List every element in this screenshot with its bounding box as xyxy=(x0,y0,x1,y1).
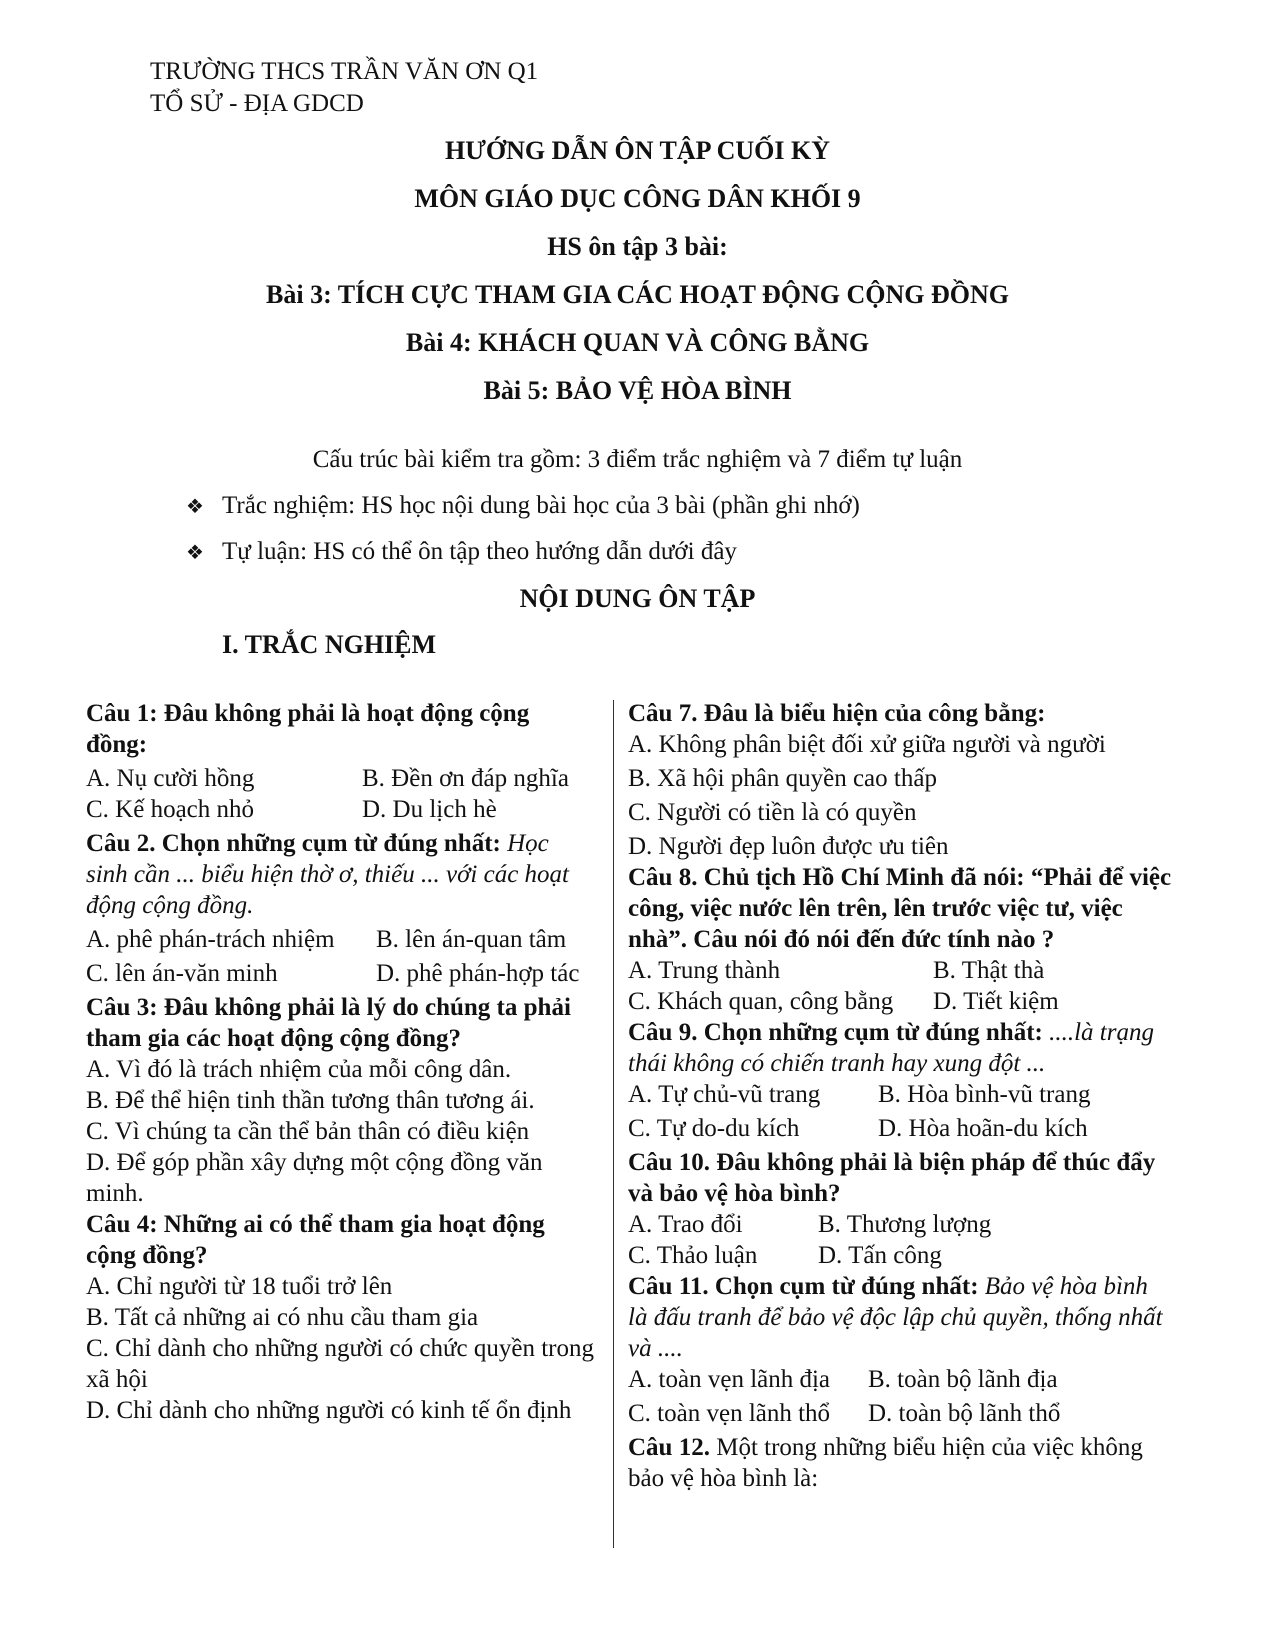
question-11-options-row2 xyxy=(628,1398,1173,1429)
option-d: D. Tiết kiệm xyxy=(933,988,1059,1015)
question-4-option-c: C. Chỉ dành cho những người có chức quyền trong xã hội xyxy=(86,1335,594,1393)
option-c: C. toàn vẹn lãnh thổ xyxy=(628,1400,831,1427)
doc-title: HƯỚNG DẪN ÔN TẬP CUỐI KỲ xyxy=(445,136,830,165)
section-multiple-choice: I. TRẮC NGHIỆM xyxy=(222,630,437,659)
option-a: A. toàn vẹn lãnh địa xyxy=(628,1366,831,1393)
question-4: Câu 4: Những ai có thể tham gia hoạt động cộng đồng? xyxy=(86,1211,545,1269)
question-9-italic: ....là trạng thái không có chiến tranh hay xung đột ... xyxy=(628,1019,1154,1077)
bullet-multiple-choice xyxy=(186,492,860,520)
left-column xyxy=(86,698,596,1426)
question-10-options-row2 xyxy=(628,1240,1173,1271)
bullet-text: Trắc nghiệm: HS học nội dung bài học của 3 bài (phần ghi nhớ) xyxy=(222,492,860,519)
option-d: D. phê phán-hợp tác xyxy=(376,960,580,987)
option-d: D. Tấn công xyxy=(818,1242,942,1269)
option-c: C. Khách quan, công bằng xyxy=(628,988,894,1015)
lesson-3-title: Bài 3: TÍCH CỰC THAM GIA CÁC HOẠT ĐỘNG CỘNG ĐỒNG xyxy=(266,280,1009,309)
question-7-option-d: D. Người đẹp luôn được ưu tiên xyxy=(628,833,949,860)
question-2-options-row2 xyxy=(86,958,596,989)
option-d: D. toàn bộ lãnh thổ xyxy=(868,1400,1061,1427)
option-a: A. phê phán-trách nhiệm xyxy=(86,926,335,953)
question-3: Câu 3: Đâu không phải là lý do chúng ta phải tham gia các hoạt động cộng đồng? xyxy=(86,994,571,1052)
question-1-options-row2 xyxy=(86,794,596,825)
question-9-options-row2 xyxy=(628,1113,1173,1144)
diamond-bullet-icon: ❖ xyxy=(186,542,204,564)
option-d: D. Du lịch hè xyxy=(362,796,497,823)
question-11: Câu 11. Chọn cụm từ đúng nhất: Bảo vệ hòa bình là đấu tranh để bảo vệ độc lập chủ quyền, thống nhất và .... xyxy=(628,1273,1163,1362)
department-name: TỔ SỬ - ĐỊA GDCD xyxy=(150,90,364,117)
question-4-option-a: A. Chỉ người từ 18 tuổi trở lên xyxy=(86,1273,393,1300)
question-3-option-c: C. Vì chúng ta cần thể bản thân có điều kiện xyxy=(86,1118,530,1145)
question-1: Câu 1: Đâu không phải là hoạt động cộng đồng: xyxy=(86,700,530,758)
question-3-option-a: A. Vì đó là trách nhiệm của mỗi công dân. xyxy=(86,1056,512,1083)
question-4-option-d: D. Chỉ dành cho những người có kinh tế ổn định xyxy=(86,1397,572,1424)
option-a: A. Trao đổi xyxy=(628,1211,743,1238)
school-header xyxy=(150,56,538,120)
lesson-4-title: Bài 4: KHÁCH QUAN VÀ CÔNG BẰNG xyxy=(405,328,870,357)
question-10: Câu 10. Đâu không phải là biện pháp để thúc đẩy và bảo vệ hòa bình? xyxy=(628,1149,1156,1207)
question-1-options-row1 xyxy=(86,763,596,794)
question-3-option-b: B. Để thể hiện tinh thần tương thân tương ái. xyxy=(86,1087,535,1114)
option-b: B. lên án-quan tâm xyxy=(376,926,567,953)
option-b: B. Hòa bình-vũ trang xyxy=(878,1081,1091,1108)
diamond-bullet-icon: ❖ xyxy=(186,496,204,518)
question-12: Câu 12. Một trong những biểu hiện của việc không bảo vệ hòa bình là: xyxy=(628,1434,1143,1492)
option-c: C. Kế hoạch nhỏ xyxy=(86,796,255,823)
option-c: C. lên án-văn minh xyxy=(86,960,278,987)
question-4-option-b: B. Tất cả những ai có nhu cầu tham gia xyxy=(86,1304,479,1331)
question-8-options-row1 xyxy=(628,955,1173,986)
option-b: B. Thật thà xyxy=(933,957,1045,984)
option-a: A. Nụ cười hồng xyxy=(86,765,255,792)
right-column xyxy=(628,698,1173,1494)
question-2: Câu 2. Chọn những cụm từ đúng nhất: Học sinh cần ... biểu hiện thờ ơ, thiếu ... với các hoạt động cộng đồng. xyxy=(86,830,569,919)
question-7-option-c: C. Người có tiền là có quyền xyxy=(628,799,917,826)
question-9: Câu 9. Chọn những cụm từ đúng nhất: ....là trạng thái không có chiến tranh hay xung đột ... xyxy=(628,1019,1154,1077)
question-3-option-d: D. Để góp phần xây dựng một cộng đồng văn minh. xyxy=(86,1149,543,1207)
option-a: A. Tự chủ-vũ trang xyxy=(628,1081,821,1108)
content-heading: NỘI DUNG ÔN TẬP xyxy=(519,584,756,613)
school-name: TRƯỜNG THCS TRẦN VĂN ƠN Q1 xyxy=(150,58,539,85)
option-d: D. Hòa hoãn-du kích xyxy=(878,1115,1088,1142)
exam-structure: Cấu trúc bài kiểm tra gồm: 3 điểm trắc nghiệm và 7 điểm tự luận xyxy=(312,446,963,473)
question-8-options-row2 xyxy=(628,986,1173,1017)
bullet-essay xyxy=(186,538,737,566)
question-10-options-row1 xyxy=(628,1209,1173,1240)
option-c: C. Tự do-du kích xyxy=(628,1115,800,1142)
option-a: A. Trung thành xyxy=(628,957,781,984)
question-7-option-b: B. Xã hội phân quyền cao thấp xyxy=(628,765,937,792)
question-11-options-row1 xyxy=(628,1364,1173,1395)
option-b: B. Thương lượng xyxy=(818,1211,992,1238)
lesson-5-title: Bài 5: BẢO VỆ HÒA BÌNH xyxy=(483,376,792,405)
bullet-text: Tự luận: HS có thể ôn tập theo hướng dẫn dưới đây xyxy=(222,538,737,565)
question-2-italic: Học sinh cần ... biểu hiện thờ ơ, thiếu ... với các hoạt động cộng đồng. xyxy=(86,830,569,919)
option-c: C. Thảo luận xyxy=(628,1242,758,1269)
doc-subject: MÔN GIÁO DỤC CÔNG DÂN KHỐI 9 xyxy=(414,184,861,213)
column-divider xyxy=(613,700,614,1548)
question-11-italic: Bảo vệ hòa bình là đấu tranh để bảo vệ độc lập chủ quyền, thống nhất và .... xyxy=(628,1273,1163,1362)
option-b: B. Đền ơn đáp nghĩa xyxy=(362,765,569,792)
question-7: Câu 7. Đâu là biểu hiện của công bằng: xyxy=(628,700,1046,727)
option-b: B. toàn bộ lãnh địa xyxy=(868,1366,1058,1393)
question-2-options-row1 xyxy=(86,924,596,955)
question-9-options-row1 xyxy=(628,1079,1173,1110)
doc-scope: HS ôn tập 3 bài: xyxy=(547,232,728,261)
question-8: Câu 8. Chủ tịch Hồ Chí Minh đã nói: “Phải để việc công, việc nước lên trên, lên trước việc tư, việc nhà”. Câu nói đó nói đến đức tính nào ? xyxy=(628,864,1172,953)
question-7-option-a: A. Không phân biệt đối xử giữa người và người xyxy=(628,731,1106,758)
